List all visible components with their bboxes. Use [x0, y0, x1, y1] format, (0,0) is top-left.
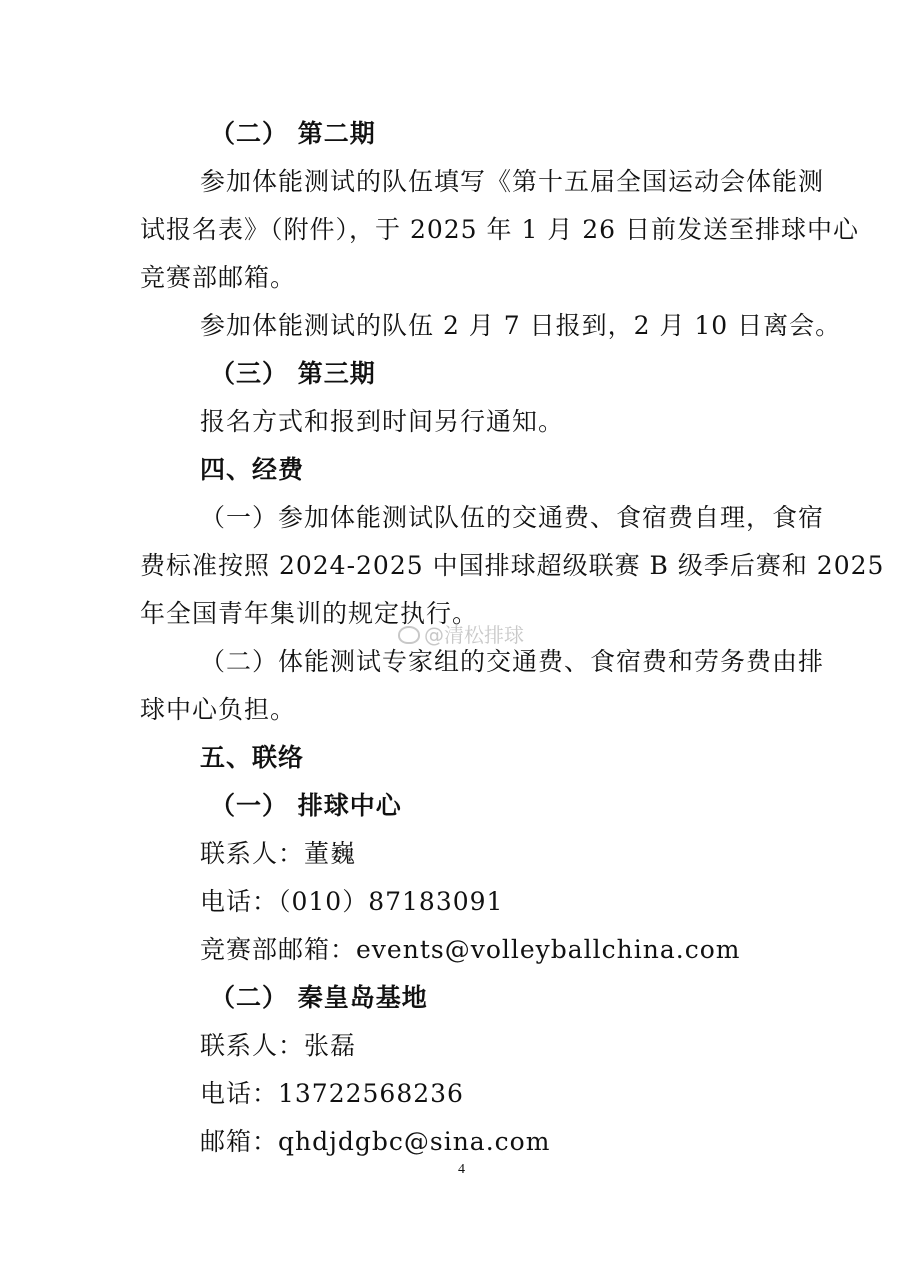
section-heading-fees: 四、经费 [200, 455, 305, 484]
phase2-paragraph-line: 试报名表》（附件），于 2025 年 1 月 26 日前发送至排球中心 [140, 215, 860, 244]
fee-paragraph-line: （二）体能测试专家组的交通费、食宿费和劳务费由排 [200, 647, 825, 676]
watermark-text: @清松排球 [424, 623, 524, 647]
contact-email-link[interactable]: 竞赛部邮箱：events@volleyballchina.com [200, 935, 741, 964]
fee-paragraph-line: 年全国青年集训的规定执行。 [140, 599, 479, 628]
phase2-report-line: 参加体能测试的队伍 2 月 7 日报到，2 月 10 日离会。 [200, 311, 842, 340]
phase2-heading: （二） 第二期 [210, 119, 376, 148]
phase2-paragraph-line: 参加体能测试的队伍填写《第十五届全国运动会体能测 [200, 167, 825, 196]
contact-person: 联系人：董巍 [200, 839, 357, 868]
fee-paragraph-line: 费标准按照 2024-2025 中国排球超级联赛 B 级季后赛和 2025 [140, 551, 885, 580]
page-number: 4 [458, 1162, 465, 1177]
contact-person: 联系人：张磊 [200, 1031, 357, 1060]
section-heading-contact: 五、联络 [200, 743, 305, 772]
contact-email-link[interactable]: 邮箱：qhdjdgbc@sina.com [200, 1127, 551, 1156]
fee-paragraph-line: （一）参加体能测试队伍的交通费、食宿费自理，食宿 [200, 503, 825, 532]
phase3-heading: （三） 第三期 [210, 359, 376, 388]
contact-volleyball-center-heading: （一） 排球中心 [210, 791, 402, 820]
contact-qinhuangdao-heading: （二） 秦皇岛基地 [210, 983, 428, 1012]
weibo-icon [398, 626, 420, 644]
fee-paragraph-line: 球中心负担。 [140, 695, 297, 724]
phase3-paragraph: 报名方式和报到时间另行通知。 [200, 407, 565, 436]
contact-phone: 电话：13722568236 [200, 1079, 464, 1108]
contact-phone: 电话：（010）87183091 [200, 887, 504, 916]
phase2-paragraph-line: 竞赛部邮箱。 [140, 263, 297, 292]
weibo-watermark [398, 622, 524, 648]
